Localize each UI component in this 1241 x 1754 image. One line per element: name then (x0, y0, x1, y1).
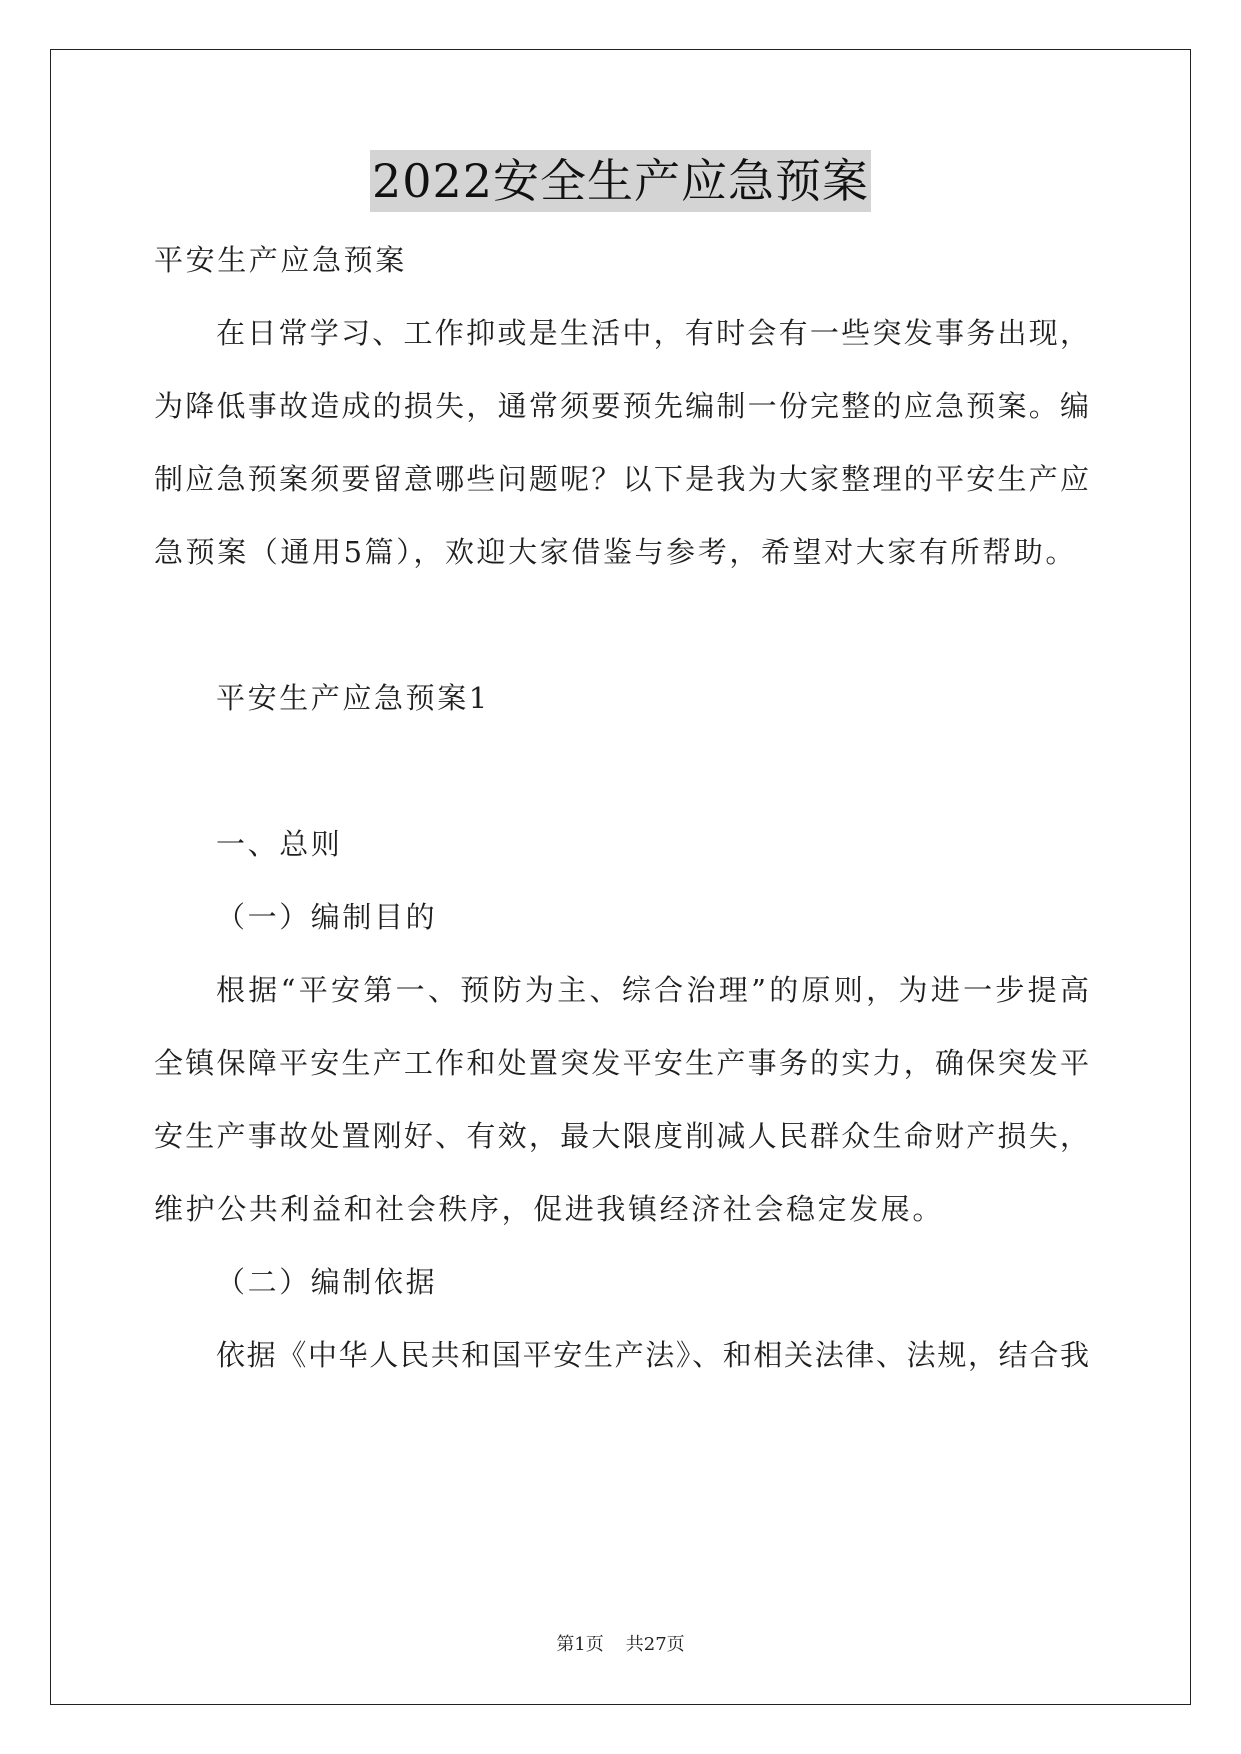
document-title: 2022安全生产应急预案 (370, 150, 871, 212)
sub-heading-basis: （二）编制依据 (216, 1265, 438, 1299)
current-page-number: 第1页 (556, 1634, 604, 1655)
section-heading: 平安生产应急预案1 (216, 681, 490, 715)
intro-line-3: 制应急预案须要留意哪些问题呢？以下是我为大家整理的平安生产应 (154, 462, 1089, 496)
purpose-line-3: 安生产事故处置刚好、有效，最大限度削减人民群众生命财产损失， (154, 1119, 1089, 1153)
basis-line-1: 依据《中华人民共和国平安生产法》、和相关法律、法规，结合我 (216, 1338, 1089, 1372)
page-footer (0, 1633, 1241, 1657)
title-container (0, 150, 1241, 212)
total-pages: 共27页 (625, 1634, 685, 1655)
chapter-heading: 一、总则 (216, 827, 343, 861)
intro-line-4: 急预案（通用5篇），欢迎大家借鉴与参考，希望对大家有所帮助。 (154, 535, 1077, 569)
page-border (50, 49, 1191, 1705)
subtitle: 平安生产应急预案 (154, 243, 407, 277)
purpose-line-4: 维护公共利益和社会秩序，促进我镇经济社会稳定发展。 (154, 1192, 945, 1226)
purpose-line-2: 全镇保障平安生产工作和处置突发平安生产事务的实力，确保突发平 (154, 1046, 1089, 1080)
intro-line-2: 为降低事故造成的损失，通常须要预先编制一份完整的应急预案。编 (154, 389, 1089, 423)
sub-heading-purpose: （一）编制目的 (216, 900, 438, 934)
purpose-line-1: 根据“平安第一、预防为主、综合治理”的原则，为进一步提高 (216, 973, 1089, 1007)
intro-line-1: 在日常学习、工作抑或是生活中，有时会有一些突发事务出现， (216, 316, 1089, 350)
